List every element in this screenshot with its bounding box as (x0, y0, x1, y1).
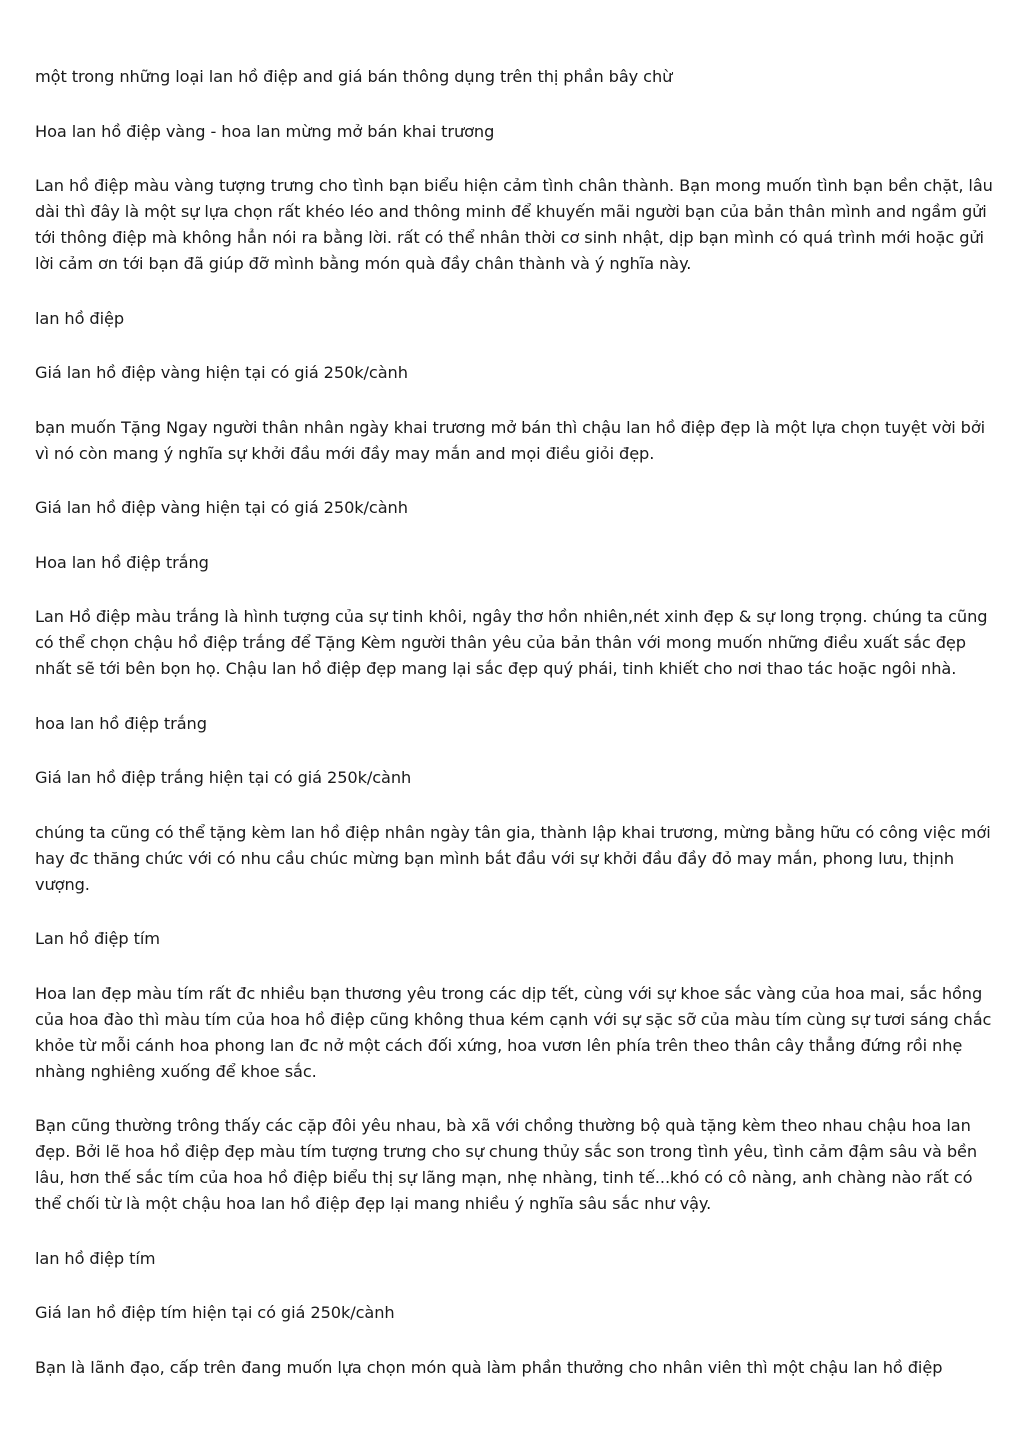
price-line: Giá lan hồ điệp vàng hiện tại có giá 250k/cành (35, 363, 408, 382)
price-line: Giá lan hồ điệp trắng hiện tại có giá 250k/cành (35, 768, 412, 787)
paragraph: Hoa lan đẹp màu tím rất đc nhiều bạn thương yêu trong các dịp tết, cùng với sự khoe sắc vàng của hoa mai, sắc hồng của hoa đào thì màu tím của hoa hồ điệp cũng không thua kém cạnh với sự sặc sỡ của màu tím cùng sự tươi sáng chắc khỏe từ mỗi cánh hoa phong lan đc nở một cách đối xứng, hoa vươn lên phía trên theo thân cây thẳng đứng rồi nhẹ nhàng nghiêng xuống để khoe sắc. (35, 983, 992, 1081)
section-heading: Hoa lan hồ điệp trắng (35, 552, 209, 572)
image-caption: lan hồ điệp tím (35, 1248, 156, 1268)
paragraph: bạn muốn Tặng Ngay người thân nhân ngày khai trương mở bán thì chậu lan hồ điệp đẹp là một lựa chọn tuyệt vời bởi vì nó còn mang ý nghĩa sự khởi đầu mới đầy may mắn and mọi điều giỏi đẹp. (35, 417, 986, 463)
paragraph: chúng ta cũng có thể tặng kèm lan hồ điệp nhân ngày tân gia, thành lập khai trương, mừng bằng hữu có công việc mới hay đc thăng chức với có nhu cầu chúc mừng bạn mình bắt đầu với sự khởi đầu đầy đỏ may mắn, phong lưu, thịnh vượng. (35, 822, 991, 894)
paragraph: Lan Hồ điệp màu trắng là hình tượng của sự tinh khôi, ngây thơ hồn nhiên,nét xinh đẹp & sự long trọng. chúng ta cũng có thể chọn chậu hồ điệp trắng để Tặng Kèm người thân yêu của bản thân với mong muốn những điều xuất sắc đẹp nhất sẽ tới bên bọn họ. Chậu lan hồ điệp đẹp mang lại sắc đẹp quý phái, tinh khiết cho nơi thao tác hoặc ngôi nhà. (35, 607, 988, 678)
paragraph: Bạn là lãnh đạo, cấp trên đang muốn lựa chọn món quà làm phần thưởng cho nhân viên thì một chậu lan hồ điệp (35, 1357, 943, 1377)
section-heading: Lan hồ điệp tím (35, 929, 160, 948)
paragraph: Lan hồ điệp màu vàng tượng trưng cho tình bạn biểu hiện cảm tình chân thành. Bạn mong muốn tình bạn bền chặt, lâu dài thì đây là một sự lựa chọn rất khéo léo and thông minh để khuyến mãi người bạn của bản thân mình and ngầm gửi tới thông điệp mà không hẳn nói ra bằng lời. rất có thể nhân thời cơ sinh nhật, dịp bạn mình có quá trình mới hoặc gửi lời cảm ơn tới bạn đã giúp đỡ mình bằng món quà đầy chân thành và ý nghĩa này. (35, 176, 993, 273)
image-caption: lan hồ điệp (35, 308, 125, 328)
document-page (35, 64, 997, 1409)
paragraph: một trong những loại lan hồ điệp and giá bán thông dụng trên thị phần bây chừ (35, 67, 673, 86)
paragraph: Bạn cũng thường trông thấy các cặp đôi yêu nhau, bà xã với chồng thường bộ quà tặng kèm theo nhau chậu hoa lan đẹp. Bởi lẽ hoa hồ điệp đẹp màu tím tượng trưng cho sự chung thủy sắc son trong tình yêu, tình cảm đậm sâu và bền lâu, hơn thế sắc tím của hoa hồ điệp biểu thị sự lãng mạn, nhẹ nhàng, tinh tế...khó có cô nàng, anh chàng nào rất có thể chối từ là một chậu hoa lan hồ điệp đẹp lại mang nhiều ý nghĩa sâu sắc như vậy. (35, 1116, 978, 1213)
section-heading: Hoa lan hồ điệp vàng - hoa lan mừng mở bán khai trương (35, 121, 495, 141)
price-line: Giá lan hồ điệp tím hiện tại có giá 250k/cành (35, 1303, 395, 1322)
image-caption: hoa lan hồ điệp trắng (35, 713, 207, 733)
price-line: Giá lan hồ điệp vàng hiện tại có giá 250k/cành (35, 498, 408, 517)
